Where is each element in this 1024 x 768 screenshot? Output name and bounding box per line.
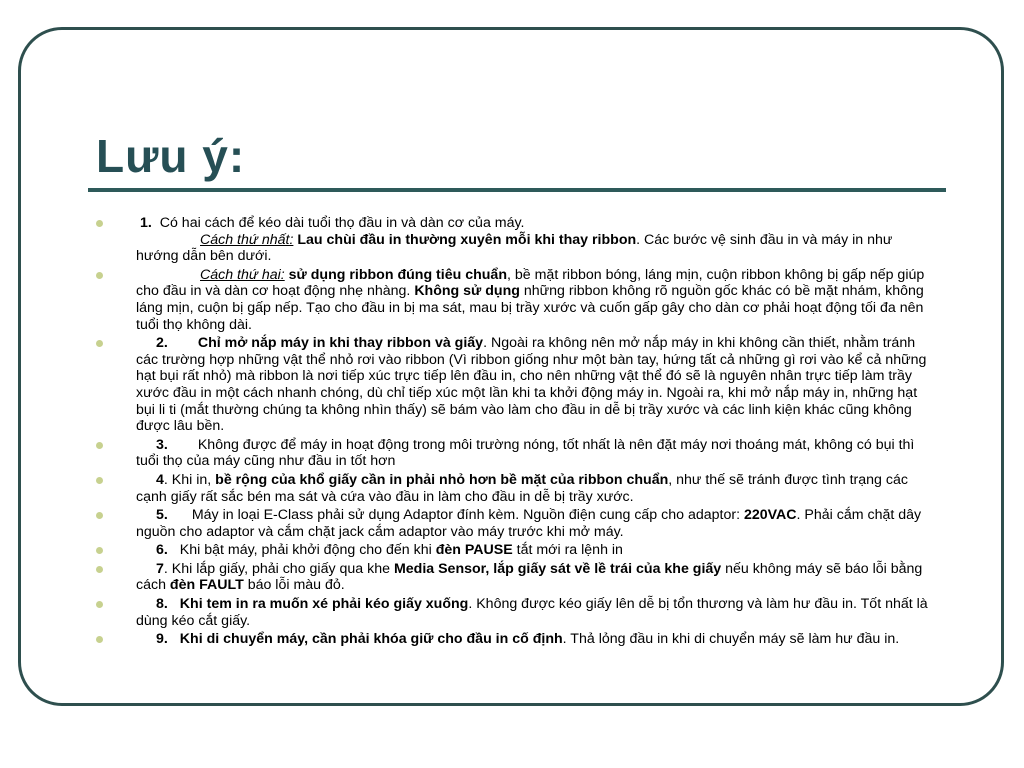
item-text: báo lỗi màu đỏ.	[243, 577, 345, 594]
item-text: tắt mới ra lệnh in	[512, 542, 623, 559]
bullet-icon	[96, 601, 103, 608]
item-number: 7	[156, 560, 164, 577]
bullet-icon	[96, 272, 103, 279]
item-number: 6.	[156, 542, 168, 559]
item-bold-text: Không sử dụng	[414, 283, 520, 300]
item-bold-text: Lau chùi đầu in thường xuyên mỗi khi thay ribbon	[297, 231, 637, 248]
bullet-icon	[96, 477, 103, 484]
bullet-icon	[96, 636, 103, 643]
item-bold-text: Khi di chuyển máy, cần phải khóa giữ cho đầu in cố định	[179, 631, 563, 648]
item-text: . Các bước vệ sinh đầu in và máy in như hướng dẫn bên dưới.	[136, 231, 893, 265]
bullet-icon	[96, 566, 103, 573]
list-item-4	[96, 472, 936, 505]
list-item-6	[96, 542, 936, 559]
list-item-8	[96, 596, 936, 629]
item-text: Có hai cách để kéo dài tuổi thọ đầu in và dàn cơ của máy.	[159, 215, 525, 231]
slide-content	[96, 215, 936, 650]
slide-title: Lưu ý:	[96, 130, 246, 182]
item-text: Khi bật máy, phải khởi động cho đến khi	[179, 542, 436, 559]
item-number: 5.	[156, 507, 168, 524]
item-bold-text: Media Sensor, lắp giấy sát về lề trái của khe giấy	[393, 560, 722, 577]
item-text: . Khi lắp giấy, phải cho giấy qua khe	[163, 560, 394, 577]
list-item-1b	[96, 267, 936, 333]
item-text: . Khi in,	[163, 471, 216, 488]
item-text: nếu không máy sẽ báo lỗi bằng cách	[136, 560, 923, 594]
bullet-icon	[96, 220, 103, 227]
item-text: Máy in loại E-Class phải sử dụng Adaptor đính kèm. Nguồn điện cung cấp cho adaptor:	[191, 507, 744, 524]
item-text: những ribbon không rõ nguồn gốc khác có bề mặt nhám, không láng mịn, cuộn bị gấp nếp. Tạo cho đầu in bị ma sát, mau bị trầy xước và cuốn gấp gây cho dàn cơ phải hoạt động tối đa nên tuổi thọ không dài.	[136, 283, 924, 333]
item-number: 2.	[156, 335, 168, 352]
item-bold-text: 220VAC	[743, 507, 797, 524]
list-item-7	[96, 561, 936, 594]
item-number: 8.	[156, 596, 168, 613]
item-bold-text: Khi tem in ra muốn xé phải kéo giấy xuống	[179, 596, 469, 613]
item-text: , bề mặt ribbon bóng, láng mịn, cuộn ribbon không bị gấp nếp giúp cho đầu in và dàn cơ hoạt động nhẹ nhàng.	[136, 266, 925, 300]
item-number: 4	[156, 471, 164, 488]
item-number: 9.	[156, 631, 168, 648]
item-number: 3.	[156, 436, 168, 453]
item-sublabel: Cách thứ hai:	[200, 266, 285, 283]
list-item-9	[96, 631, 936, 648]
bullet-icon	[96, 512, 103, 519]
list-item-2	[96, 335, 936, 435]
title-divider	[88, 188, 946, 192]
bullet-icon	[96, 442, 103, 449]
item-text: . Thả lỏng đầu in khi di chuyển máy sẽ làm hư đầu in.	[562, 631, 900, 648]
item-text: . Phải cắm chặt dây nguồn cho adaptor và cắm chặt jack cắm adaptor vào máy trước khi mở máy.	[136, 507, 922, 540]
item-number: 1.	[140, 215, 152, 231]
item-text: Không được để máy in hoạt động trong môi trường nóng, tốt nhất là nên đặt máy nơi thoáng mát, không có bụi thì tuổi thọ của máy cũng như đầu in tốt hơn	[136, 436, 915, 470]
item-bold-text: bề rộng của khổ giấy cần in phải nhỏ hơn bề mặt của ribbon chuẩn	[215, 471, 669, 488]
item-sublabel: Cách thứ nhất:	[200, 231, 294, 248]
item-bold-text: đèn FAULT	[169, 577, 244, 594]
item-bold-text: đèn PAUSE	[435, 542, 513, 559]
item-text: , như thế sẽ tránh được tình trạng các cạnh giấy rất sắc bén ma sát và cứa vào đầu in làm cho đầu in dễ bị trầy xước.	[136, 471, 908, 505]
item-bold-text: Chỉ mở nắp máy in khi thay ribbon và giấy	[197, 335, 484, 352]
bullet-icon	[96, 547, 103, 554]
list-item-3	[96, 437, 936, 470]
item-text: . Không được kéo giấy lên dễ bị tổn thương và làm hư đầu in. Tốt nhất là dùng kéo cắt giấy.	[136, 596, 928, 629]
item-bold-text: sử dụng ribbon đúng tiêu chuẩn	[288, 266, 507, 283]
item-text: . Ngoài ra không nên mở nắp máy in khi không cần thiết, nhằm tránh các trường hợp những vật thể nhỏ rơi vào ribbon (Vì ribbon giống như một bàn tay, hứng tất cả những gì rơi vào kể cả những hạt bụi rất nhỏ) mà ribbon là nơi tiếp xúc trực tiếp lên đầu in, cho nên những vật thể đó sẽ là nguyên nhân trực tiếp làm trầy xước đầu in một cách nhanh chóng, dù chỉ tiếp xúc một lần khi ta khởi động máy in. Ngoài ra, khi mở nắp máy in, những hạt bụi li ti (mắt thường chúng ta không nhìn thấy) sẽ bám vào làm cho đầu in dễ bị trầy xước và các linh kiện khác cũng không được lâu bền.	[136, 335, 927, 435]
bullet-icon	[96, 340, 103, 347]
list-item-5	[96, 507, 936, 540]
list-item-1	[96, 215, 936, 265]
